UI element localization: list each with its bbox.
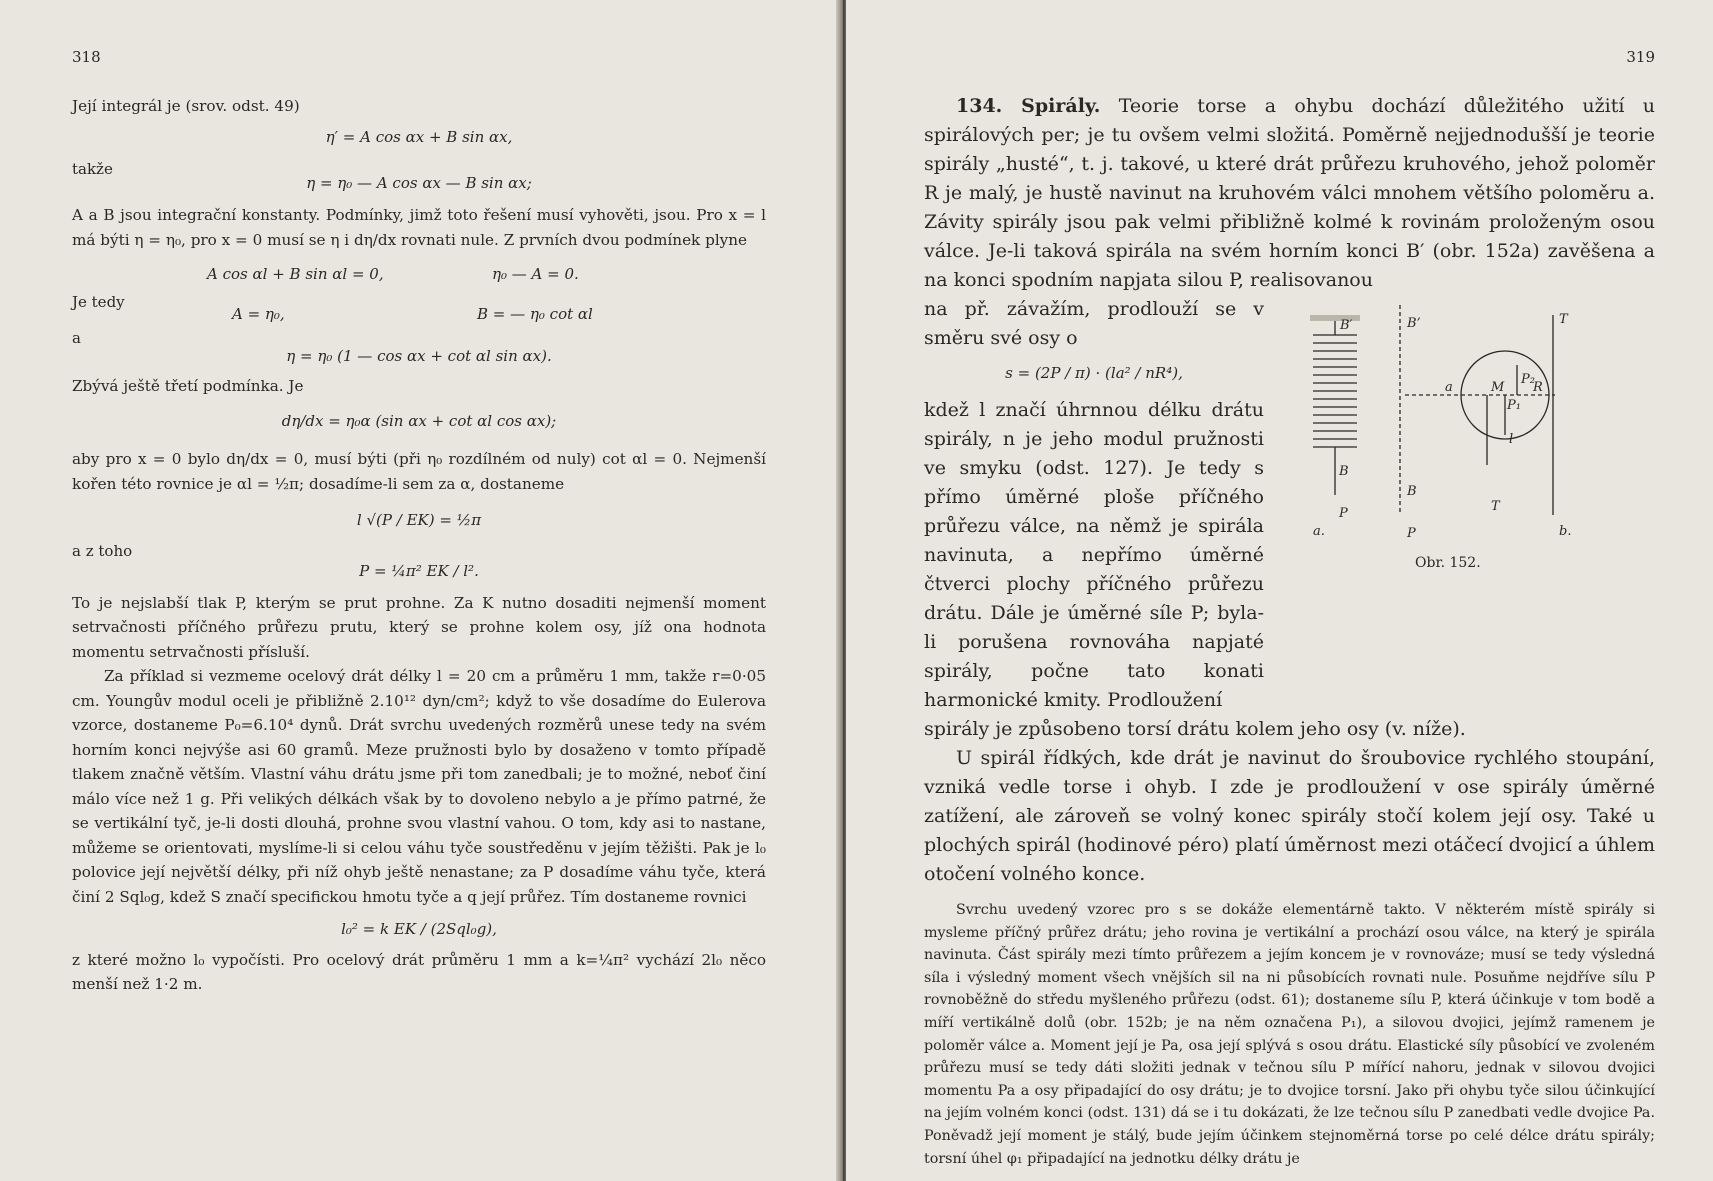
paragraph: kdež l značí úhrnnou délku drátu spirály, n je jeho modul pružnosti ve smyku (odst. 127). Je tedy s přímo úměrné ploše příčného průřezu válce, na němž je spirála navinuta, a nepřímo úměrné čtverci plochy příčného průřezu drátu. Dále je úměrné síle P; byla-li porušena rovnováha napjaté spirály, počne tato konati harmonické kmity. Prodloužení — [924, 399, 1264, 711]
fig-label: T — [1491, 499, 1500, 514]
paragraph: Svrchu uvedený vzorec pro s se dokáže elementárně takto. V některém místě spirály si mysleme příčný průřez drátu; jeho rovina je vertikální a prochází osou válce, na který je spirála navinuta. Část spirály mezi tímto průřezem a jejím koncem je v rovnováze; musí se tedy výsledná síla i výsledný moment všech vnějších sil na ni působících rovnati nule. Posuňme nejdříve sílu P rovnoběžně do středu myšleného průřezu (odst. 61); dostaneme sílu P, která účinkuje v tom bodě a míří vertikálně dolů (obr. 152b; je na něm označena P₁), a silovou dvojici, jejímž ramenem je poloměr válce a. Moment její je Pa, osa její splývá s osou drátu. Elastické síly působící ve zvoleném průřezu musí se tedy dáti složiti jednak v tečnou sílu P mířící nahoru, jednak v silovou dvojici momentu Pa a osy připadající do osy drátu; je to dvojice torsní. Jako při ohybu tyče silou účinkující na jejím volném konci (odst. 131) dá se i tu dokázati, že lze tečnou sílu P zanedbati vedle dvojice Pa. Poněvadž její moment je stálý, bude jejím účinkem stejnoměrná torse po celé délce drátu spirály; torsní úhel φ₁ připadající na jednotku délky drátu je — [924, 902, 1655, 1167]
fig-label: P₁ — [1507, 398, 1521, 413]
fig-label: B’ — [1407, 316, 1421, 331]
label: takže — [72, 160, 113, 178]
paragraph: Za příklad si vezmeme ocelový drát délky l = 20 cm a průměru 1 mm, takže r=0·05 cm. Youngův modul oceli je přibližně 2.10¹² dyn/cm²; když to vše dosadíme do Eulerova vzorce, dostaneme P₀=6.10⁴ dynů. Drát svrchu uvedených rozměrů unese tedy na svém horním konci nejvýše asi 60 gramů. Meze pružnosti bylo by dosaženo v tomto případě tlakem značně větším. Vlastní váhu drátu jsme při tom zanedbali; je to možné, neboť činí málo více než 1 g. Při velikých délkách však by to dovoleno nebylo a je přímo patrné, že se vertikální tyč, je-li dosti dlouhá, prohne svou vlastní vahou. O tom, kdy asi to nastane, můžeme se orientovati, myslíme-li si celou váhu tyče soustředěnu v jejím těžišti. Pak je l₀ polovice její největší délky, při níž ohyb ještě nenastane; za P dosadíme váhu tyče, která činí 2 Sql₀g, kdež S značí specifickou hmotu tyče a q její průřez. Tím dostaneme rovnici — [72, 667, 766, 906]
fig-label: R — [1533, 380, 1543, 395]
fig-label: B — [1407, 484, 1417, 499]
fig-label: M — [1491, 380, 1505, 395]
fig-label: B — [1339, 464, 1349, 479]
label: Je tedy — [72, 293, 125, 311]
left-page — [0, 0, 842, 1181]
section-heading: 134. Spirály. — [956, 95, 1101, 117]
equation-row — [72, 155, 766, 192]
label: a z toho — [72, 541, 133, 560]
paragraph: Teorie torse a ohybu dochází důležitého užití u spirálových per; je tu ovšem velmi složitá. Poměrně nejjednodušší je teorie spirály „husté“, t. j. takové, u které drát průřezu kruhového, jehož poloměr R je malý, je hustě navinut na kruhovém válci mnohem většího poloměru a. Závity spirály jsou pak velmi přibližně kolmé k rovinám proloženým osou válce. Je-li taková spirála na svém horním konci B′ (obr. 152a) zavěšena a na konci spodním napjata silou P, realisovanou — [924, 95, 1655, 291]
text-column — [924, 295, 1264, 715]
figure-drawing — [1255, 305, 1595, 595]
equation-row — [72, 324, 766, 365]
paragraph: A a B jsou integrační konstanty. Podmínky, jimž toto řešení musí vyhověti, jsou. Pro x = l má býti η = η₀, pro x = 0 musí se η i dη/dx rovnati nule. Z prvních dvou podmínek plyne — [72, 206, 766, 249]
equation: η = η₀ (1 — cos αx + cot αl sin αx). — [286, 347, 552, 365]
fig-label: b. — [1559, 524, 1572, 539]
label: a — [72, 329, 81, 347]
fig-label: a. — [1313, 524, 1325, 539]
paragraph: U spirál řídkých, kde drát je navinut do šroubovice rychlého stoupání, vzniká vedle torse i ohyb. I zde je prodloužení v ose spirály úměrné zatížení, ale zároveň se volný konec spirály stočí kolem její osy. Také u plochých spirál (hodinové péro) platí úměrnost mezi otáčecí dvojicí a úhlem otočení volného konce. — [924, 747, 1655, 885]
fig-label: l — [1509, 432, 1514, 447]
fig-label: T — [1559, 312, 1568, 327]
fig-label: a — [1445, 380, 1453, 395]
paragraph: Její integrál je (srov. odst. 49) — [72, 97, 300, 115]
equation: dη/dx = η₀α (sin αx + cot αl cos αx); — [281, 411, 557, 430]
figure-caption: Obr. 152. — [1415, 555, 1481, 571]
equation: A = η₀, — [232, 305, 285, 323]
paragraph: To je nejslabší tlak P, kterým se prut prohne. Za K nutno dosaditi nejmenší moment setrvačnosti příčného průřezu prutu, který se prohne kolem osy, jíž ona hodnota momentu setrvačnosti přísluší. — [72, 593, 766, 661]
fig-label: P — [1407, 526, 1416, 541]
paragraph: aby pro x = 0 bylo dη/dx = 0, musí býti (při η₀ rozdílném od nuly) cot αl = 0. Nejmenší kořen této rovnice je αl = ½π; dosadíme-li sem za α, dostaneme — [72, 450, 766, 493]
small-print — [924, 899, 1655, 1170]
equation: P = ¼π² EK / l². — [359, 561, 479, 580]
equation-row — [72, 288, 766, 323]
paragraph: na př. závažím, prodlouží se v směru své osy o — [924, 298, 1264, 349]
fig-label: P — [1339, 506, 1348, 521]
left-text — [72, 94, 766, 997]
equation: l₀² = k EK / (2Sql₀g), — [341, 920, 497, 938]
fig-label: P₂ — [1521, 372, 1535, 387]
paragraph: Zbývá ještě třetí podmínka. Je — [72, 377, 304, 395]
equation: η₀ — A = 0. — [492, 265, 579, 283]
equation: A cos αl + B sin αl = 0, — [207, 265, 384, 283]
equation-row — [72, 262, 766, 288]
equation: η = η₀ — A cos αx — B sin αx; — [306, 174, 532, 192]
figure-152 — [1255, 305, 1595, 595]
page-number: 318 — [72, 48, 101, 66]
equation: l √(P / EK) = ½π — [356, 511, 482, 529]
equation: s = (2P / π) · (la² / nR⁴), — [1005, 364, 1183, 382]
fig-label: B′ — [1340, 318, 1353, 333]
page-number: 319 — [1626, 48, 1655, 66]
equation-row — [72, 537, 766, 580]
paragraph: spirály je způsobeno torsí drátu kolem jeho osy (v. níže). — [924, 718, 1466, 740]
paragraph: z které možno l₀ vypočísti. Pro ocelový drát průměru 1 mm a k=¼π² vychází 2l₀ něco menší než 1·2 m. — [72, 950, 766, 993]
equation: η′ = A cos αx + B sin αx, — [325, 127, 513, 146]
equation: B = — η₀ cot αl — [477, 305, 593, 323]
